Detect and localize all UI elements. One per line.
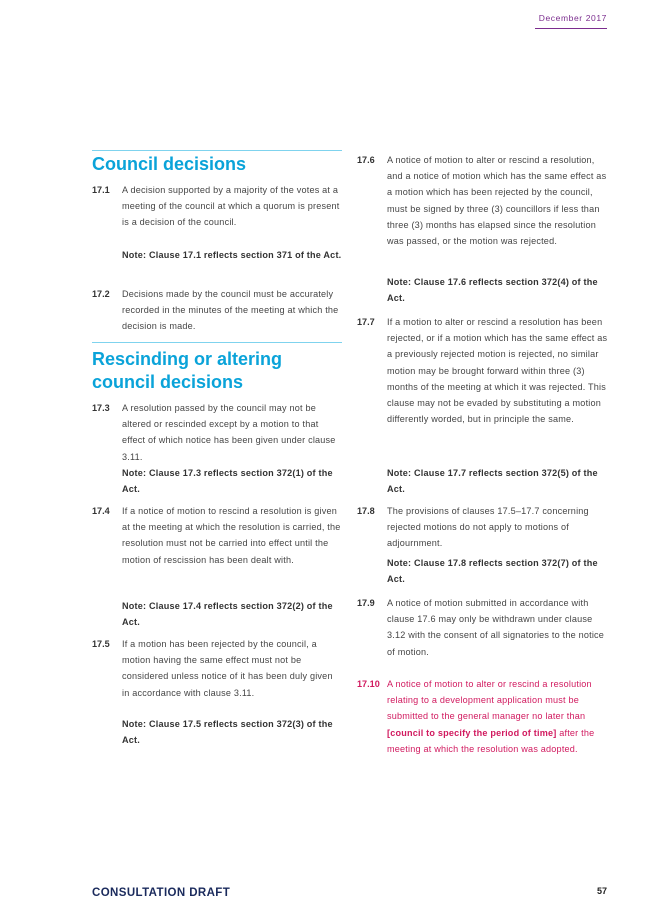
header-rule	[535, 28, 607, 29]
clause-number: 17.9	[357, 598, 375, 608]
section-rule	[92, 342, 342, 343]
placeholder-bracket-text: [council to specify the period of time]	[387, 727, 557, 738]
page-number: 57	[596, 886, 607, 896]
clause-17-7-note: Note: Clause 17.7 reflects section 372(5) of the Act.	[387, 468, 598, 495]
footer-label: CONSULTATION DRAFT	[92, 887, 231, 899]
clause-number: 17.6	[357, 155, 375, 165]
clause-text: A decision supported by a majority of the votes at a meeting of the council at which a quorum is present is a decision of the council.	[122, 185, 340, 228]
clause-text: If a notice of motion to rescind a resolution is given at the meeting at which the resolution is carried, the resolution must not be carried into effect until the motion of rescission has been dealt with.	[122, 506, 341, 565]
clause-17-3-note: Note: Clause 17.3 reflects section 372(1) of the Act.	[122, 468, 333, 495]
clause-text	[387, 676, 608, 757]
clause-17-8	[357, 503, 608, 552]
clause-number: 17.3	[92, 403, 110, 413]
clause-number: 17.8	[357, 506, 375, 516]
clause-text: Decisions made by the council must be accurately recorded in the minutes of the meeting at which the decision is made.	[122, 289, 339, 332]
clause-17-4	[92, 503, 342, 568]
clause-text: If a motion to alter or rescind a resolution has been rejected, or if a motion which has the same effect as a previously rejected motion is rejected, no similar motion may be brought forward within three (3) months of the meeting at which it was rejected. This clause may not be evaded by substituting a motion differently worded, but in principle the same.	[387, 317, 608, 425]
clause-text: A notice of motion to alter or rescind a resolution, and a notice of motion which has the same effect as a motion which has been rejected by the council, must be signed by three (3) councillors if less than three (3) months has elapsed since the resolution was passed, or the motion was rejected.	[387, 155, 607, 247]
clause-17-2	[92, 286, 342, 335]
clause-text: A notice of motion submitted in accordance with clause 17.6 may only be withdrawn under clause 3.12 with the consent of all signatories to the notice of motion.	[387, 598, 605, 657]
clause-text-part: A notice of motion to alter or rescind a resolution relating to a development application must be submitted to the general manager no later than	[387, 679, 592, 722]
clause-17-1-note: Note: Clause 17.1 reflects section 371 of the Act.	[122, 250, 342, 260]
clause-17-1	[92, 182, 342, 231]
clause-number: 17.7	[357, 317, 375, 327]
clause-text: The provisions of clauses 17.5–17.7 concerning rejected motions do not apply to motions of adjournment.	[387, 506, 589, 549]
clause-17-6	[357, 152, 608, 249]
clause-text-part: after the meeting at which the resolution was adopted.	[387, 727, 595, 754]
clause-17-10	[357, 676, 608, 757]
clause-number: 17.10	[357, 679, 380, 689]
clause-number: 17.2	[92, 289, 110, 299]
clause-17-8-note: Note: Clause 17.8 reflects section 372(7) of the Act.	[387, 558, 598, 585]
clause-number: 17.1	[92, 185, 110, 195]
clause-number: 17.5	[92, 639, 110, 649]
clause-17-5	[92, 636, 342, 701]
section-rule	[92, 150, 342, 151]
section-title-rescinding: Rescinding or altering council decisions	[92, 349, 283, 392]
clause-number: 17.4	[92, 506, 110, 516]
clause-17-5-note: Note: Clause 17.5 reflects section 372(3) of the Act.	[122, 719, 333, 746]
clause-17-6-note: Note: Clause 17.6 reflects section 372(4) of the Act.	[387, 277, 598, 304]
clause-text: A resolution passed by the council may not be altered or rescinded except by a motion to that effect of which notice has been given under clause 3.11.	[122, 403, 336, 462]
clause-17-7	[357, 314, 608, 427]
section-title-council-decisions: Council decisions	[92, 154, 247, 174]
clause-text: If a motion has been rejected by the council, a motion having the same effect must not be considered unless notice of it has been duly given in accordance with clause 3.11.	[122, 639, 333, 698]
header-date: December 2017	[538, 13, 607, 23]
clause-17-9	[357, 595, 608, 660]
clause-17-3	[92, 400, 342, 465]
clause-17-4-note: Note: Clause 17.4 reflects section 372(2) of the Act.	[122, 601, 333, 628]
